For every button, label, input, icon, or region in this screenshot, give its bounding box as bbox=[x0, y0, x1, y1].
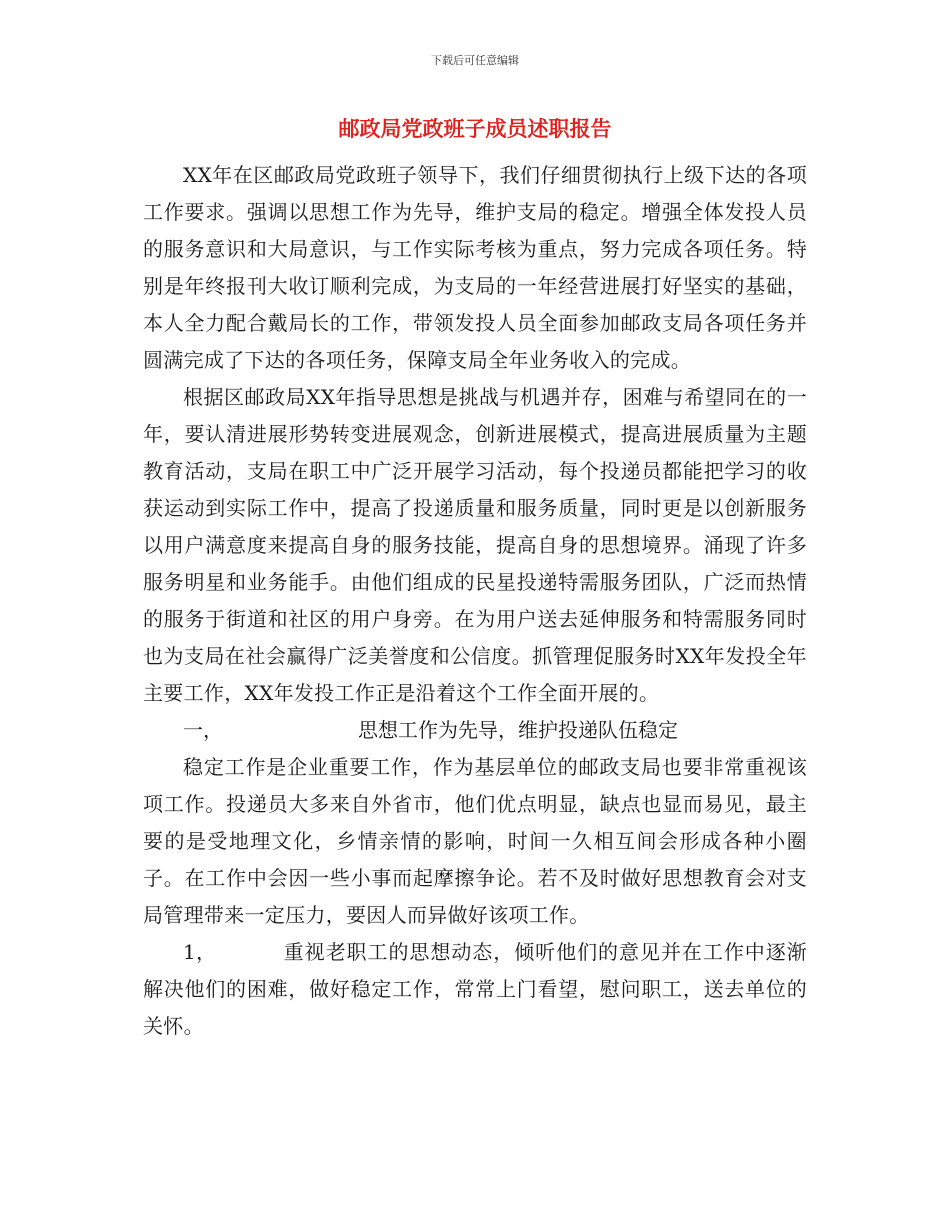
list-item-1-text: 重视老职工的思想动态，倾听他们的意见并在工作中逐渐解决他们的困难，做好稳定工作，常常上门看望，慰问职工，送去单位的关怀。 bbox=[143, 940, 807, 1038]
document-body bbox=[143, 157, 807, 1045]
page-header-note: 下载后可任意编辑 bbox=[431, 54, 519, 67]
section-one-heading-text: 思想工作为先导，维护投递队伍稳定 bbox=[358, 718, 678, 742]
section-one-number: 一， bbox=[183, 718, 223, 742]
list-item-1-number: 1， bbox=[183, 940, 217, 964]
section-one-heading bbox=[143, 712, 807, 749]
paragraph-stability: 稳定工作是企业重要工作，作为基层单位的邮政支局也要非常重视该项工作。投递员大多来自外省市，他们优点明显，缺点也显而易见，最主要的是受地理文化，乡情亲情的影响，时间一久相互间会形成各种小圈子。在工作中会因一些小事而起摩擦争论。若不及时做好思想教育会对支局管理带来一定压力，要因人而异做好该项工作。 bbox=[143, 755, 807, 927]
list-item-1 bbox=[143, 934, 807, 1045]
paragraph-guiding-thought: 根据区邮政局XX年指导思想是挑战与机遇并存，困难与希望同在的一年，要认清进展形势转变进展观念，创新进展模式，提高进展质量为主题教育活动，支局在职工中广泛开展学习活动，每个投递员都能把学习的收获运动到实际工作中，提高了投递质量和服务质量，同时更是以创新服务以用户满意度来提高自身的服务技能，提高自身的思想境界。涌现了许多服务明星和业务能手。由他们组成的民星投递特需服务团队，广泛而热情的服务于街道和社区的用户身旁。在为用户送去延伸服务和特需服务同时也为支局在社会赢得广泛美誉度和公信度。抓管理促服务时XX年发投全年主要工作，XX年发投工作正是沿着这个工作全面开展的。 bbox=[143, 385, 807, 705]
document-title: 邮政局党政班子成员述职报告 bbox=[338, 116, 612, 141]
paragraph-intro: XX年在区邮政局党政班子领导下，我们仔细贯彻执行上级下达的各项工作要求。强调以思想工作为先导，维护支局的稳定。增强全体发投人员的服务意识和大局意识，与工作实际考核为重点，努力完成各项任务。特别是年终报刊大收订顺利完成，为支局的一年经营进展打好坚实的基础，本人全力配合戴局长的工作，带领发投人员全面参加邮政支局各项任务并圆满完成了下达的各项任务，保障支局全年业务收入的完成。 bbox=[143, 163, 807, 372]
